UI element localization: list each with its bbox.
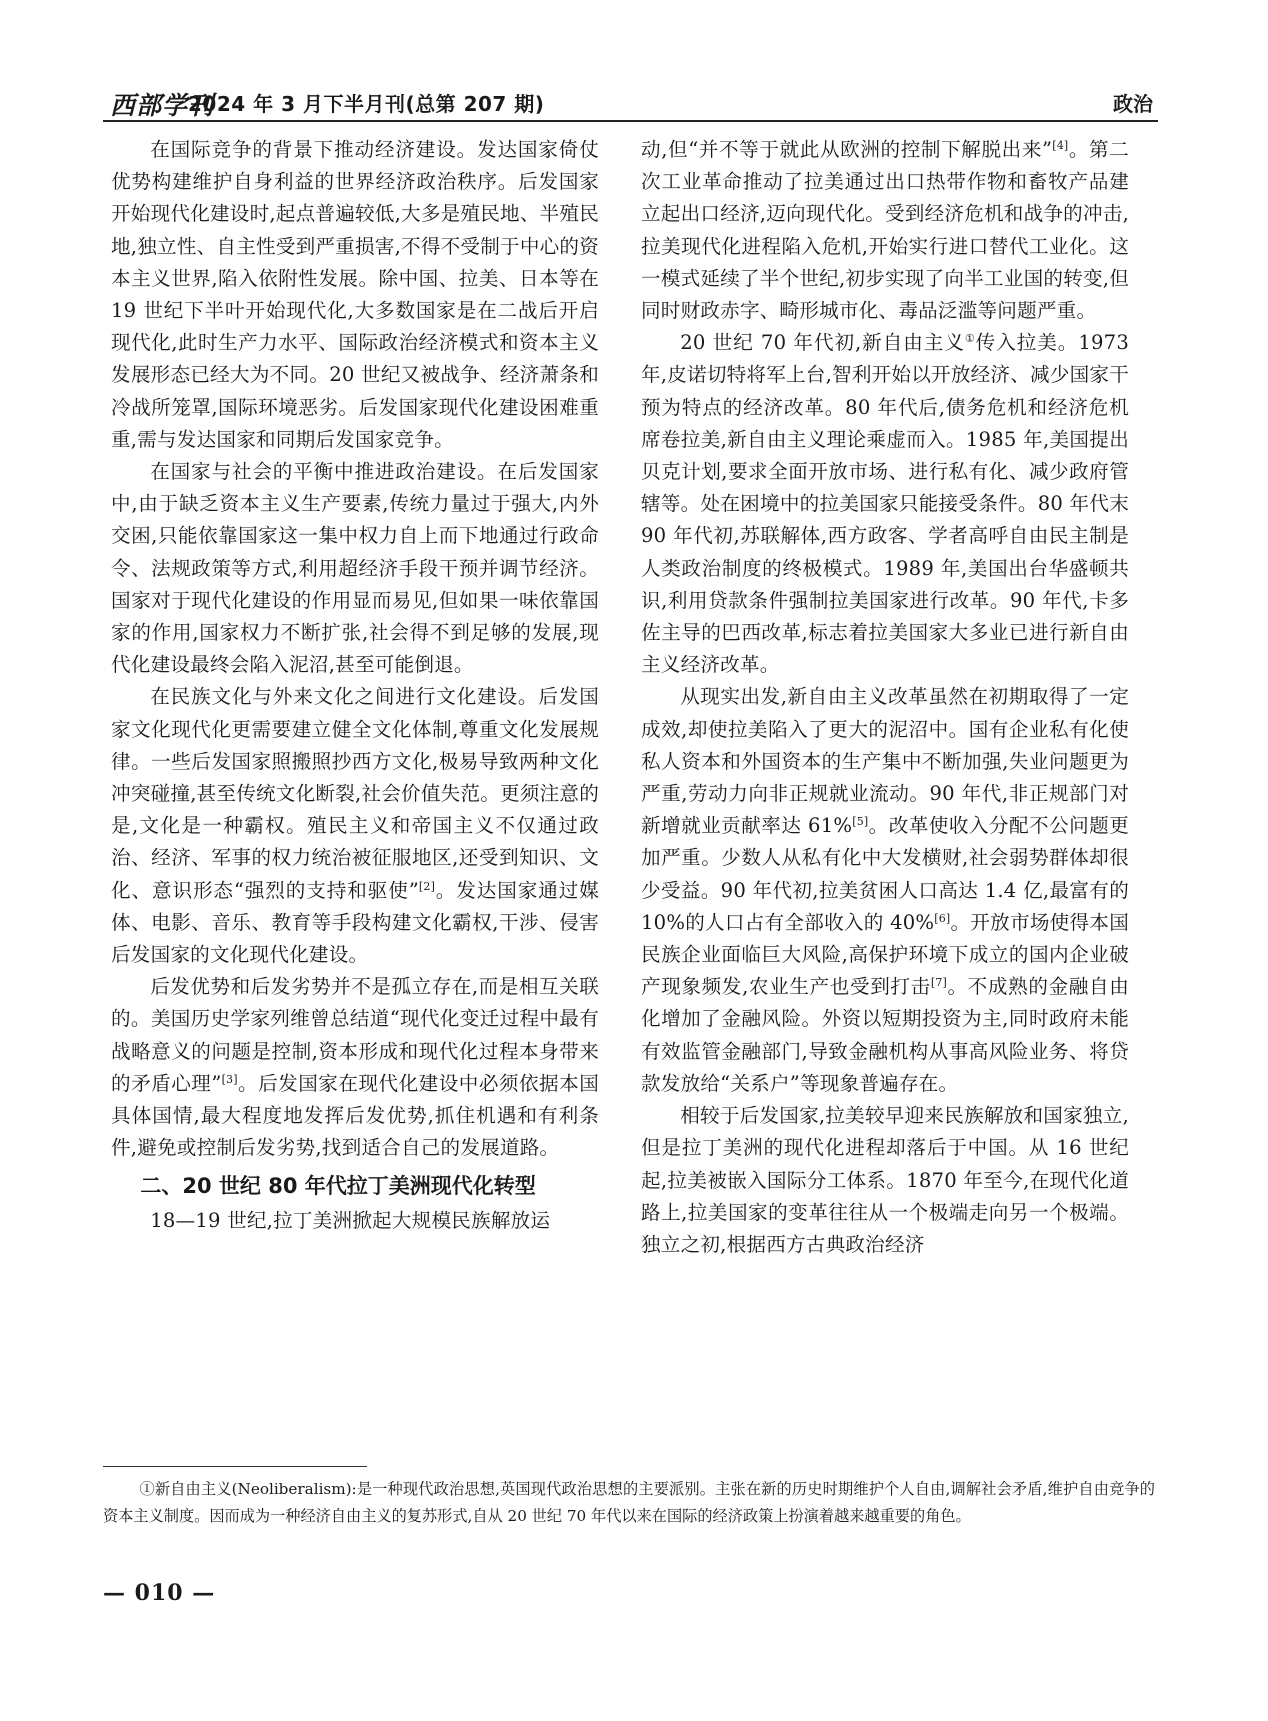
citation: [4] bbox=[1052, 139, 1069, 152]
citation: [7] bbox=[930, 976, 948, 990]
citation: [2] bbox=[418, 879, 436, 893]
paragraph: 在国家与社会的平衡中推进政治建设。在后发国家中,由于缺乏资本主义生产要素,传统力量过于强大,内外交困,只能依靠国家这一集中权力自上而下地通过行政命令、法规政策等方式,利用超经济手段干预并调节经济。国家对于现代化建设的作用显而易见,但如果一味依靠国家的作用,国家权力不断扩张,社会得不到足够的发展,现代化建设最终会陷入泥沼,甚至可能倒退。 bbox=[111, 460, 599, 677]
paragraph: 18—19 世纪,拉丁美洲掀起大规模民族解放运 bbox=[150, 1208, 551, 1232]
right-column bbox=[641, 134, 1129, 1450]
section-label: 政治 bbox=[1113, 92, 1153, 116]
paragraph: 动,但“并不等于就此从欧洲的控制下解脱出来”[4]。第二次工业革命推动了拉美通过出口热带作物和畜牧产品建立起出口经济,迈向现代化。受到经济危机和战争的冲击,拉美现代化进程陷入危机,开始实行进口替代工业化。这一模式延续了半个世纪,初步实现了向半工业国的转变,但同时财政赤字、畸形城市化、毒品泛滥等问题严重。 bbox=[641, 138, 1129, 323]
citation: [5] bbox=[852, 815, 869, 829]
paragraph: 从现实出发,新自由主义改革虽然在初期取得了一定成效,却使拉美陷入了更大的泥沼中。国有企业私有化使私人资本和外国资本的生产集中不断加强,失业问题更为严重,劳动力向非正规就业流动。90 年代,非正规部门对新增就业贡献率达 61%[5]。改革使收入分配不公问题更加严重。少数人从私有化中大发横财,社会弱势群体却很少受益。90 年代初,拉美贫困人口高达 1.4 亿,最富有的 10%的人口占有全部收入的 40%[6]。开放市场使得本国民族企业面临巨大风险,高保护环境下成立的国内企业破产现象频发,农业生产也受到打击[7]。不成熟的金融自由化增加了金融风险。外资以短期投资为主,同时政府未能有效监管金融部门,导致金融机构从事高风险业务、将贷款发放给“关系户”等现象普遍存在。 bbox=[641, 685, 1129, 1095]
footnote-rule bbox=[103, 1466, 367, 1467]
footnote-marker: ① bbox=[964, 332, 976, 346]
page-number: — 010 — bbox=[103, 1580, 216, 1606]
paragraph: 后发优势和后发劣势并不是孤立存在,而是相互关联的。美国历史学家列维曾总结道“现代化变迁过程中最有战略意义的问题是控制,资本形成和现代化过程本身带来的矛盾心理”[3]。后发国家在现代化建设中必须依据本国具体国情,最大程度地发挥后发优势,抓住机遇和有利条件,避免或控制后发劣势,找到适合自己的发展道路。 bbox=[111, 975, 599, 1160]
citation: [3] bbox=[221, 1072, 238, 1086]
journal-logo: 西部学刊 bbox=[110, 91, 215, 120]
citation: [6] bbox=[934, 911, 951, 925]
running-header bbox=[110, 84, 1153, 124]
paragraph: 在民族文化与外来文化之间进行文化建设。后发国家文化现代化更需要建立健全文化体制,尊重文化发展规律。一些后发国家照搬照抄西方文化,极易导致两种文化冲突碰撞,甚至传统文化断裂,社会价值失范。更须注意的是,文化是一种霸权。殖民主义和帝国主义不仅通过政治、经济、军事的权力统治被征服地区,还受到知识、文化、意识形态“强烈的支持和驱使”[2]。发达国家通过媒体、电影、音乐、教育等手段构建文化霸权,干涉、侵害后发国家的文化现代化建设。 bbox=[111, 685, 599, 967]
section-heading: 二、20 世纪 80 年代拉丁美洲现代化转型 bbox=[140, 1173, 536, 1198]
issue-info: 2024 年 3 月下半月刊(总第 207 期) bbox=[188, 92, 545, 116]
paragraph: 相较于后发国家,拉美较早迎来民族解放和国家独立,但是拉丁美洲的现代化进程却落后于中国。从 16 世纪起,拉美被嵌入国际分工体系。1870 年至今,在现代化道路上,拉美国家的变革往往从一个极端走向另一个极端。独立之初,根据西方古典政治经济 bbox=[641, 1104, 1129, 1256]
header-rule bbox=[103, 120, 1158, 122]
footnote: ①新自由主义(Neoliberalism):是一种现代政治思想,英国现代政治思想的主要派别。主张在新的历史时期维护个人自由,调解社会矛盾,维护自由竞争的资本主义制度。因而成为一种经济自由主义的复苏形式,自从 20 世纪 70 年代以来在国际的经济政策上扮演着越来越重要的角色。 bbox=[103, 1480, 1155, 1525]
left-column bbox=[111, 134, 599, 1450]
paragraph: 20 世纪 70 年代初,新自由主义①传入拉美。1973 年,皮诺切特将军上台,智利开始以开放经济、减少国家干预为特点的经济改革。80 年代后,债务危机和经济危机席卷拉美,新自由主义理论乘虚而入。1985 年,美国提出贝克计划,要求全面开放市场、进行私有化、减少政府管辖等。处在困境中的拉美国家只能接受条件。80 年代末 90 年代初,苏联解体,西方政客、学者高呼自由民主制是人类政治制度的终极模式。1989 年,美国出台华盛顿共识,利用贷款条件强制拉美国家进行改革。90 年代,卡多佐主导的巴西改革,标志着拉美国家大多业已进行新自由主义经济改革。 bbox=[641, 331, 1129, 677]
paragraph: 在国际竞争的背景下推动经济建设。发达国家倚仗优势构建维护自身利益的世界经济政治秩序。后发国家开始现代化建设时,起点普遍较低,大多是殖民地、半殖民地,独立性、自主性受到严重损害,不得不受制于中心的资本主义世界,陷入依附性发展。除中国、拉美、日本等在 19 世纪下半叶开始现代化,大多数国家是在二战后开启现代化,此时生产力水平、国际政治经济模式和资本主义发展形态已经大为不同。20 世纪又被战争、经济萧条和冷战所笼罩,国际环境恶劣。后发国家现代化建设困难重重,需与发达国家和同期后发国家竞争。 bbox=[111, 138, 599, 451]
